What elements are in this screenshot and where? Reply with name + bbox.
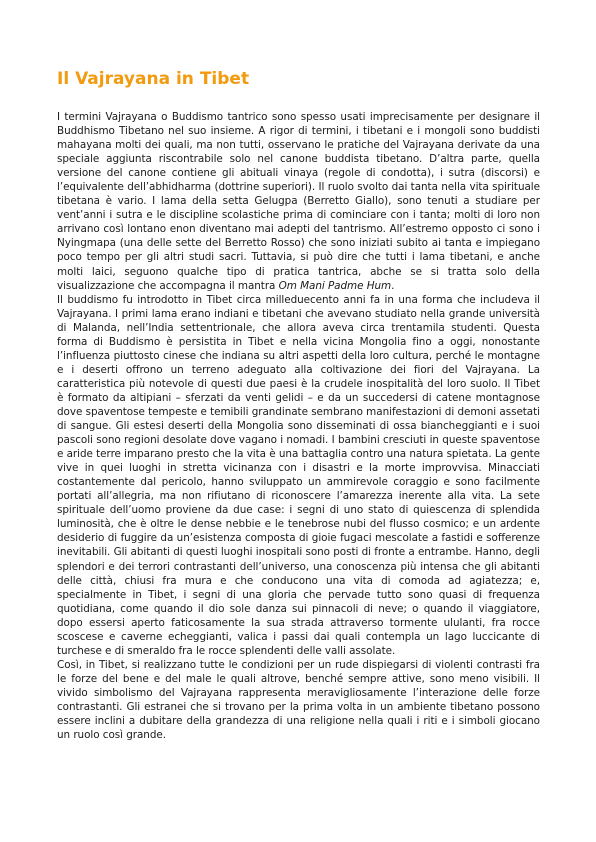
document-page <box>57 68 540 742</box>
paragraph-1-tail: . <box>391 279 395 292</box>
paragraph-3: Così, in Tibet, si realizzano tutte le condizioni per un rude dispiegarsi di violenti contrasti fra le forze del bene e del male le quali altrove, benché sempre attive, sono meno visibili. Il vivido simbolismo del Vajrayana rappresenta meravigliosamente l’interazione delle forze contrastanti. Gli estranei che si trovano per la prima volta in un ambiente tibetano possono essere inclini a dubitare della grandezza di una religione nella quali i riti e i simboli giocano un ruolo così grande. <box>57 658 540 742</box>
paragraph-1 <box>57 110 540 293</box>
document-title: Il Vajrayana in Tibet <box>57 69 250 89</box>
paragraph-1-text: I termini Vajrayana o Buddismo tantrico sono spesso usati imprecisamente per designare il Buddhismo Tibetano nel suo insieme. A rigor di termini, i tibetani e i mongoli sono buddisti mahayana molti dei quali, ma non tutti, osservano le pratiche del Vajrayana derivate da una speciale aggiunta riscontrabile solo nel canone buddista tibetano. D’altra parte, quella versione del canone contiene gli abituali vinaya (regole di condotta), i sutra (discorsi) e l’equivalente dell’abhidharma (dottrine superiori). Il ruolo svolto dai tanta nella vita spirituale tibetana è vario. I lama della setta Gelugpa (Berretto Giallo), sono tenuti a studiare per vent’anni i sutra e le discipline scolastiche prima di cominciare con i tanta; molti di loro non arrivano così lontano enon diventano mai adepti del tantrismo. All’estremo opposto ci sono i Nyingmapa (una delle sette del Berretto Rosso) che sono iniziati subito ai tanta e impiegano poco tempo per gli altri studi sacri. Tuttavia, si può dire che tutti i lama tibetani, e anche molti laici, seguono qualche tipo di pratica tantrica, abche se si tratta solo della visualizzazione che accompagna il mantra <box>57 111 540 292</box>
mantra-text: Om Mani Padme Hum <box>278 279 392 292</box>
paragraph-2: Il buddismo fu introdotto in Tibet circa milleduecento anni fa in una forma che includeva il Vajrayana. I primi lama erano indiani e tibetani che avevano studiato nella grande università di Malanda, nell’India settentrionale, che allora aveva circa trentamila studenti. Questa forma di Buddismo è persistita in Tibet e nella vicina Mongolia fino a oggi, nonostante l’influenza piuttosto cinese che indiana su altri aspetti della loro cultura, perché le montagne e i deserti offrono un terreno adeguato alla coltivazione dei fiori del Vajrayana. La caratteristica più notevole di questi due paesi è la crudele inospitalità del loro suolo. Il Tibet è formato da altipiani – sferzati da venti gelidi – e da un succedersi di catene montagnose dove spaventose tempeste e temibili grandinate sembrano manifestazioni di demoni assetati di sangue. Gli estesi deserti della Mongolia sono disseminati di ossa biancheggianti e i suoi pascoli sono regioni desolate dove vagano i nomadi. I bambini cresciuti in queste spaventose e aride terre imparano presto che la vita è una battaglia contro una natura spietata. La gente vive in quei luoghi in stretta vicinanza con i disastri e la morte improvvisa. Minacciati costantemente dal pericolo, hanno sviluppato un ammirevole coraggio e sono facilmente portati all’allegria, ma non rifiutano di riconoscere l’amarezza inerente alla vita. La sete spirituale dell’uomo proviene da due case: i segni di uno stato di quiescenza di splendida luminosità, che è oltre le dense nebbie e le tenebrose nubi del flusso cosmico; e un ardente desiderio di fuggire da un’esistenza composta di gioie fugaci mescolate a fastidi e sofferenze inevitabili. Gli abitanti di questi luoghi inospitali sono posti di fronte a entrambe. Hanno, degli splendori e dei terrori contrastanti dell’universo, una conoscenza più intensa che gli abitanti delle città, chiusi fra mura e che conducono una vita di comoda ad agiatezza; e, specialmente in Tibet, i segni di una gloria che pervade tutto sono quasi di frequenza quotidiana, come quando il dio sole danza sui pinnacoli di neve; o quando il viaggiatore, dopo essersi aperto faticosamente la sua strada attraverso tormente ululanti, fra rocce scoscese e caverne echeggianti, valica i passi dai quali contempla un lago luccicante di turchese e di smeraldo fra le rocce splendenti delle valli assolate. <box>57 293 540 657</box>
